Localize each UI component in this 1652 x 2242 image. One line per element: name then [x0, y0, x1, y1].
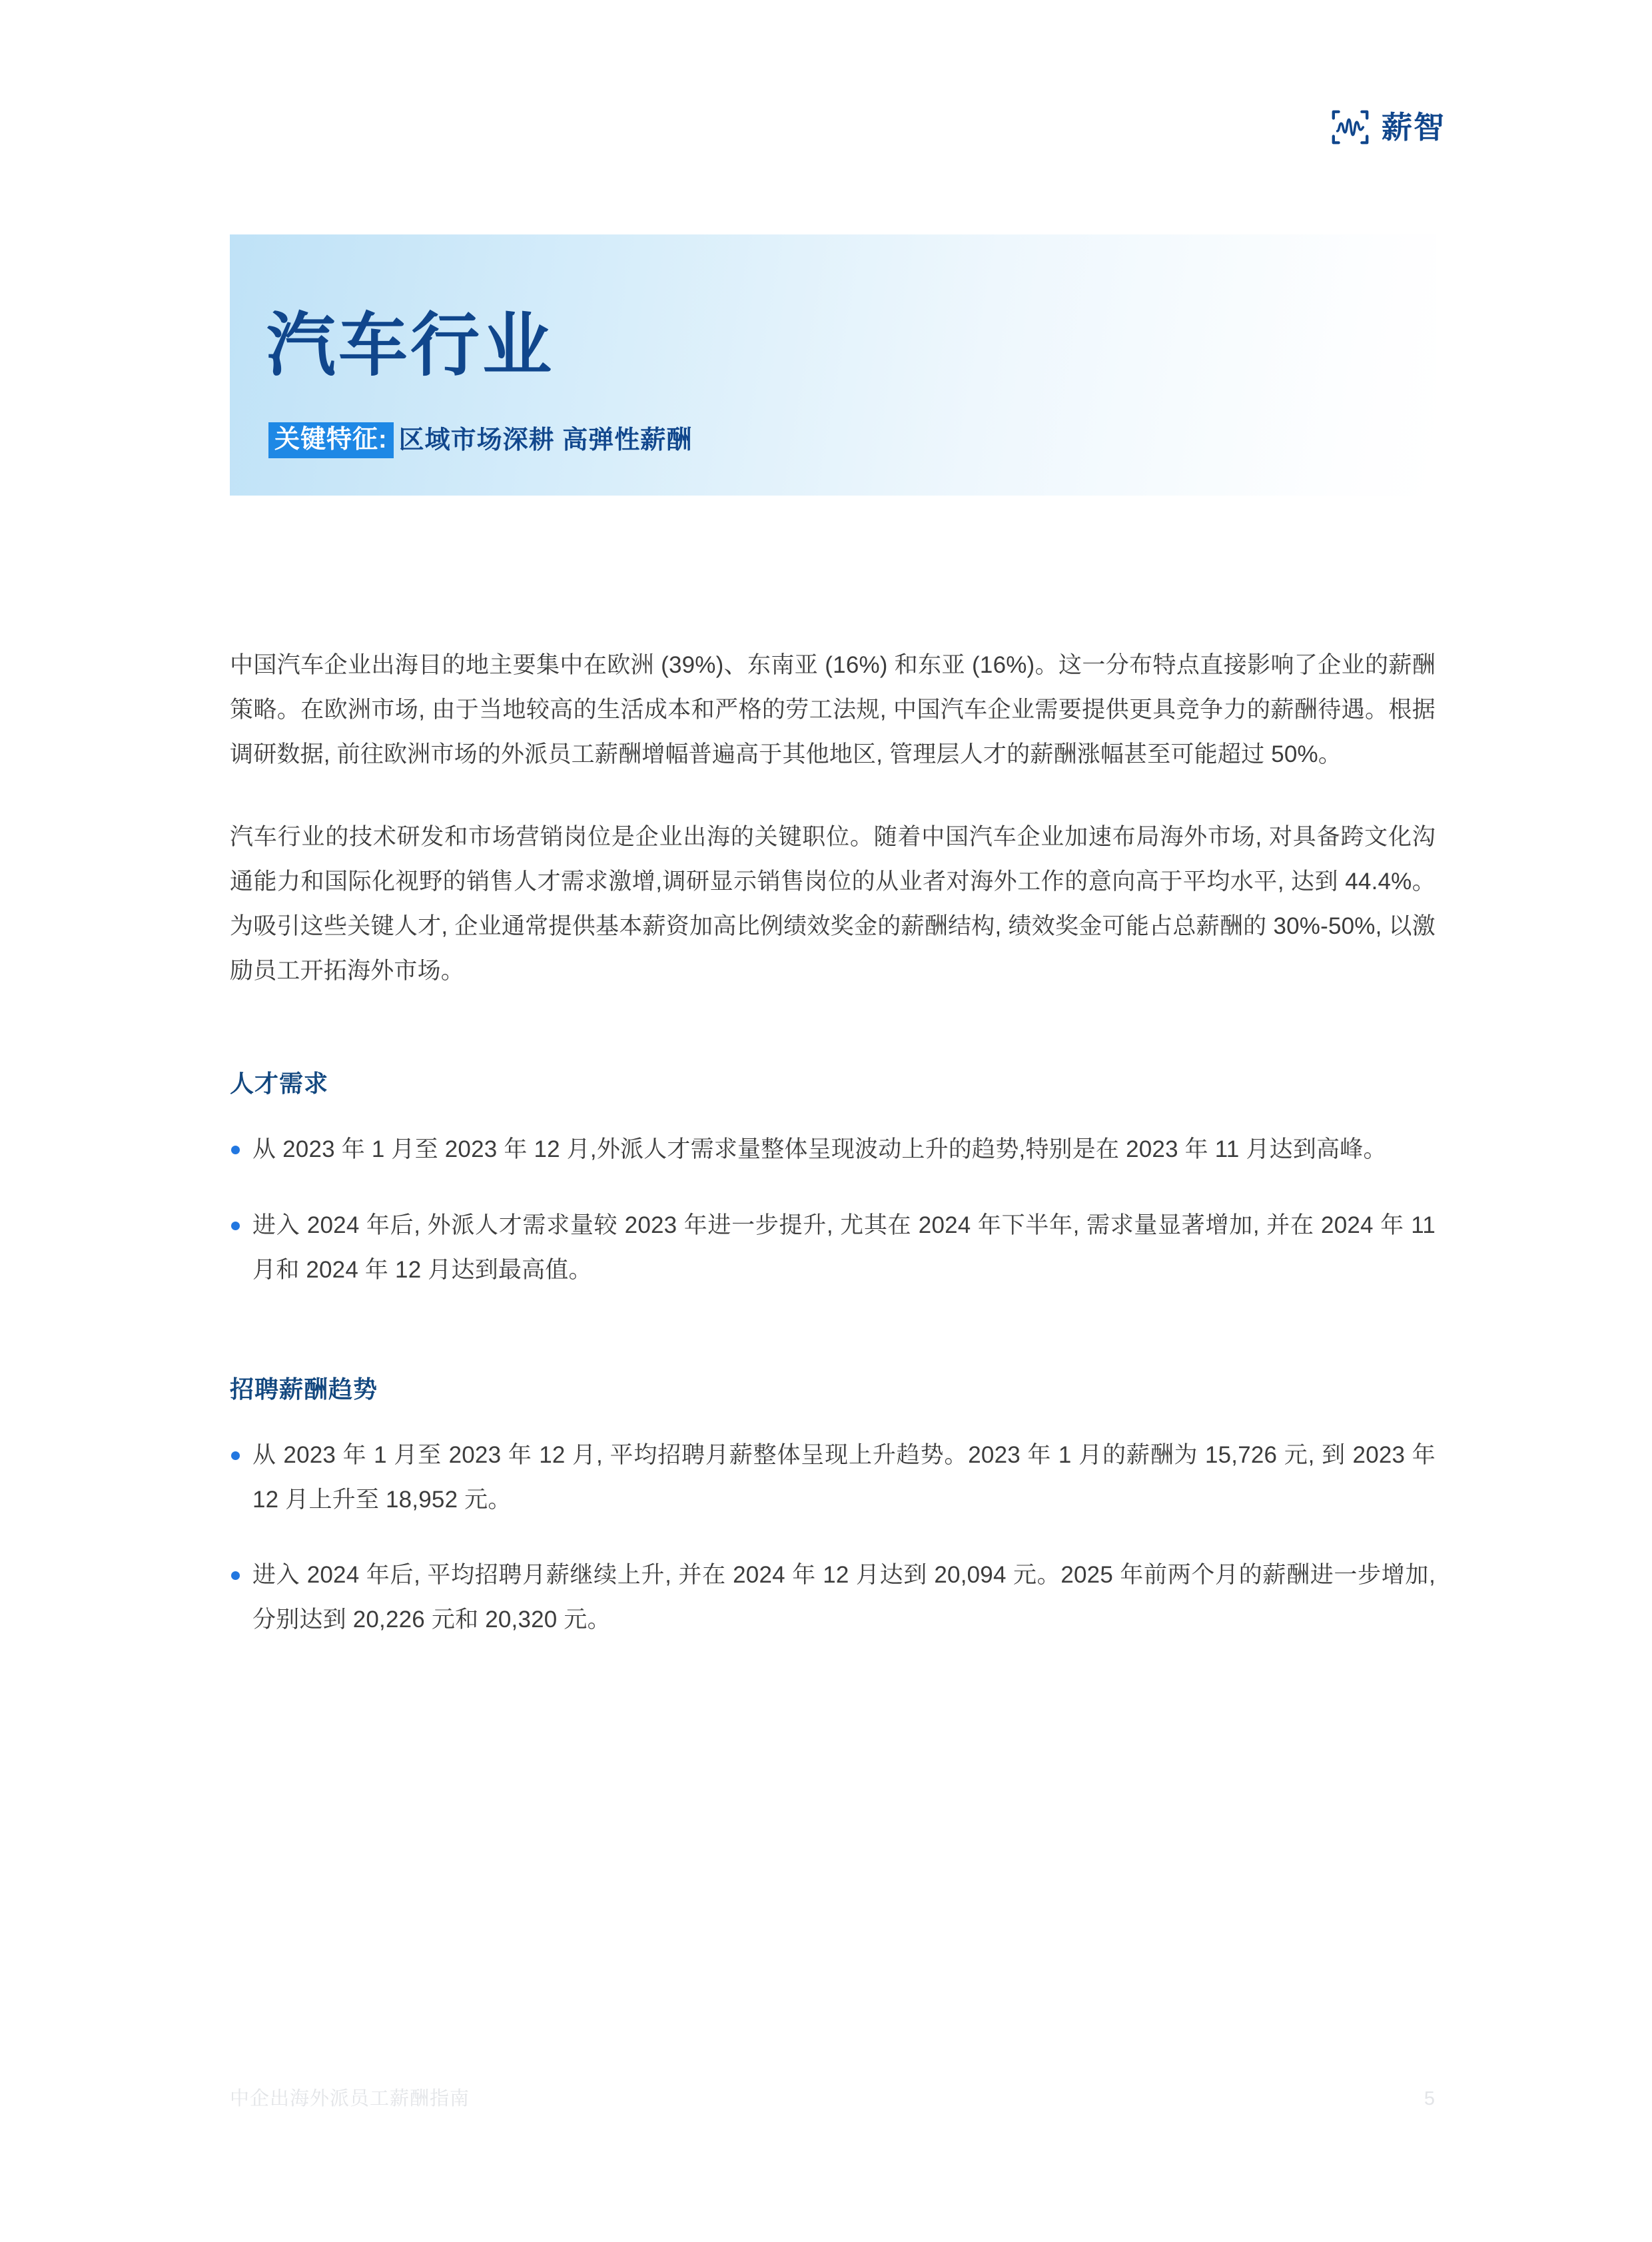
page-footer — [230, 2083, 1436, 2111]
title-banner — [230, 234, 1436, 496]
brand-logo — [1330, 107, 1446, 148]
footer-document-title: 中企出海外派员工薪酬指南 — [230, 2088, 470, 2109]
bullet-list-talent-demand — [230, 1127, 1436, 1292]
list-item-text: 进入 2024 年后, 外派人才需求量较 2023 年进一步提升, 尤其在 2024 年下半年, 需求量显著增加, 并在 2024 年 11 月和 2024 年 12 月达到最高值。 — [252, 1212, 1436, 1283]
list-item — [230, 1127, 1436, 1172]
section-heading-salary-trend: 招聘薪酬趋势 — [230, 1375, 378, 1403]
key-feature-line — [268, 422, 692, 458]
brand-name: 薪智 — [1382, 110, 1446, 145]
list-item — [230, 1203, 1436, 1292]
bullet-dot-icon — [231, 1571, 240, 1580]
page-title: 汽车行业 — [266, 307, 555, 384]
list-item — [230, 1433, 1436, 1522]
main-content — [230, 643, 1436, 1643]
footer-page-number: 5 — [1424, 2088, 1436, 2109]
list-item-text: 从 2023 年 1 月至 2023 年 12 月, 平均招聘月薪整体呈现上升趋势。2023 年 1 月的薪酬为 15,726 元, 到 2023 年 12 月上升至 18,952 元。 — [252, 1441, 1436, 1513]
key-feature-badge: 关键特征: — [268, 422, 394, 458]
list-item-text: 进入 2024 年后, 平均招聘月薪继续上升, 并在 2024 年 12 月达到 20,094 元。2025 年前两个月的薪酬进一步增加, 分别达到 20,226 元和 20,320 元。 — [252, 1562, 1436, 1633]
bullet-dot-icon — [231, 1146, 240, 1154]
key-feature-text: 区域市场深耕 高弹性薪酬 — [398, 426, 693, 454]
list-item — [230, 1553, 1436, 1642]
bullet-dot-icon — [231, 1222, 240, 1230]
bullet-dot-icon — [231, 1451, 240, 1460]
bullet-list-salary-trend — [230, 1433, 1436, 1643]
intro-paragraph-1: 中国汽车企业出海目的地主要集中在欧洲 (39%)、东南亚 (16%) 和东亚 (16%)。这一分布特点直接影响了企业的薪酬策略。在欧洲市场, 由于当地较高的生活成本和严格的劳工法规, 中国汽车企业需要提供更具竞争力的薪酬待遇。根据调研数据, 前往欧洲市场的外派员工薪酬增幅普遍高于其他地区, 管理层人才的薪酬涨幅甚至可能超过 50%。 — [230, 652, 1436, 768]
section-heading-talent-demand: 人才需求 — [230, 1070, 329, 1098]
intro-paragraph-2: 汽车行业的技术研发和市场营销岗位是企业出海的关键职位。随着中国汽车企业加速布局海外市场, 对具备跨文化沟通能力和国际化视野的销售人才需求激增,调研显示销售岗位的从业者对海外工作的意向高于平均水平, 达到 44.4%。为吸引这些关键人才, 企业通常提供基本薪资加高比例绩效奖金的薪酬结构, 绩效奖金可能占总薪酬的 30%-50%, 以激励员工开拓海外市场。 — [230, 823, 1436, 984]
list-item-text: 从 2023 年 1 月至 2023 年 12 月,外派人才需求量整体呈现波动上升的趋势,特别是在 2023 年 11 月达到高峰。 — [252, 1136, 1387, 1163]
waveform-logo-icon — [1330, 107, 1371, 148]
